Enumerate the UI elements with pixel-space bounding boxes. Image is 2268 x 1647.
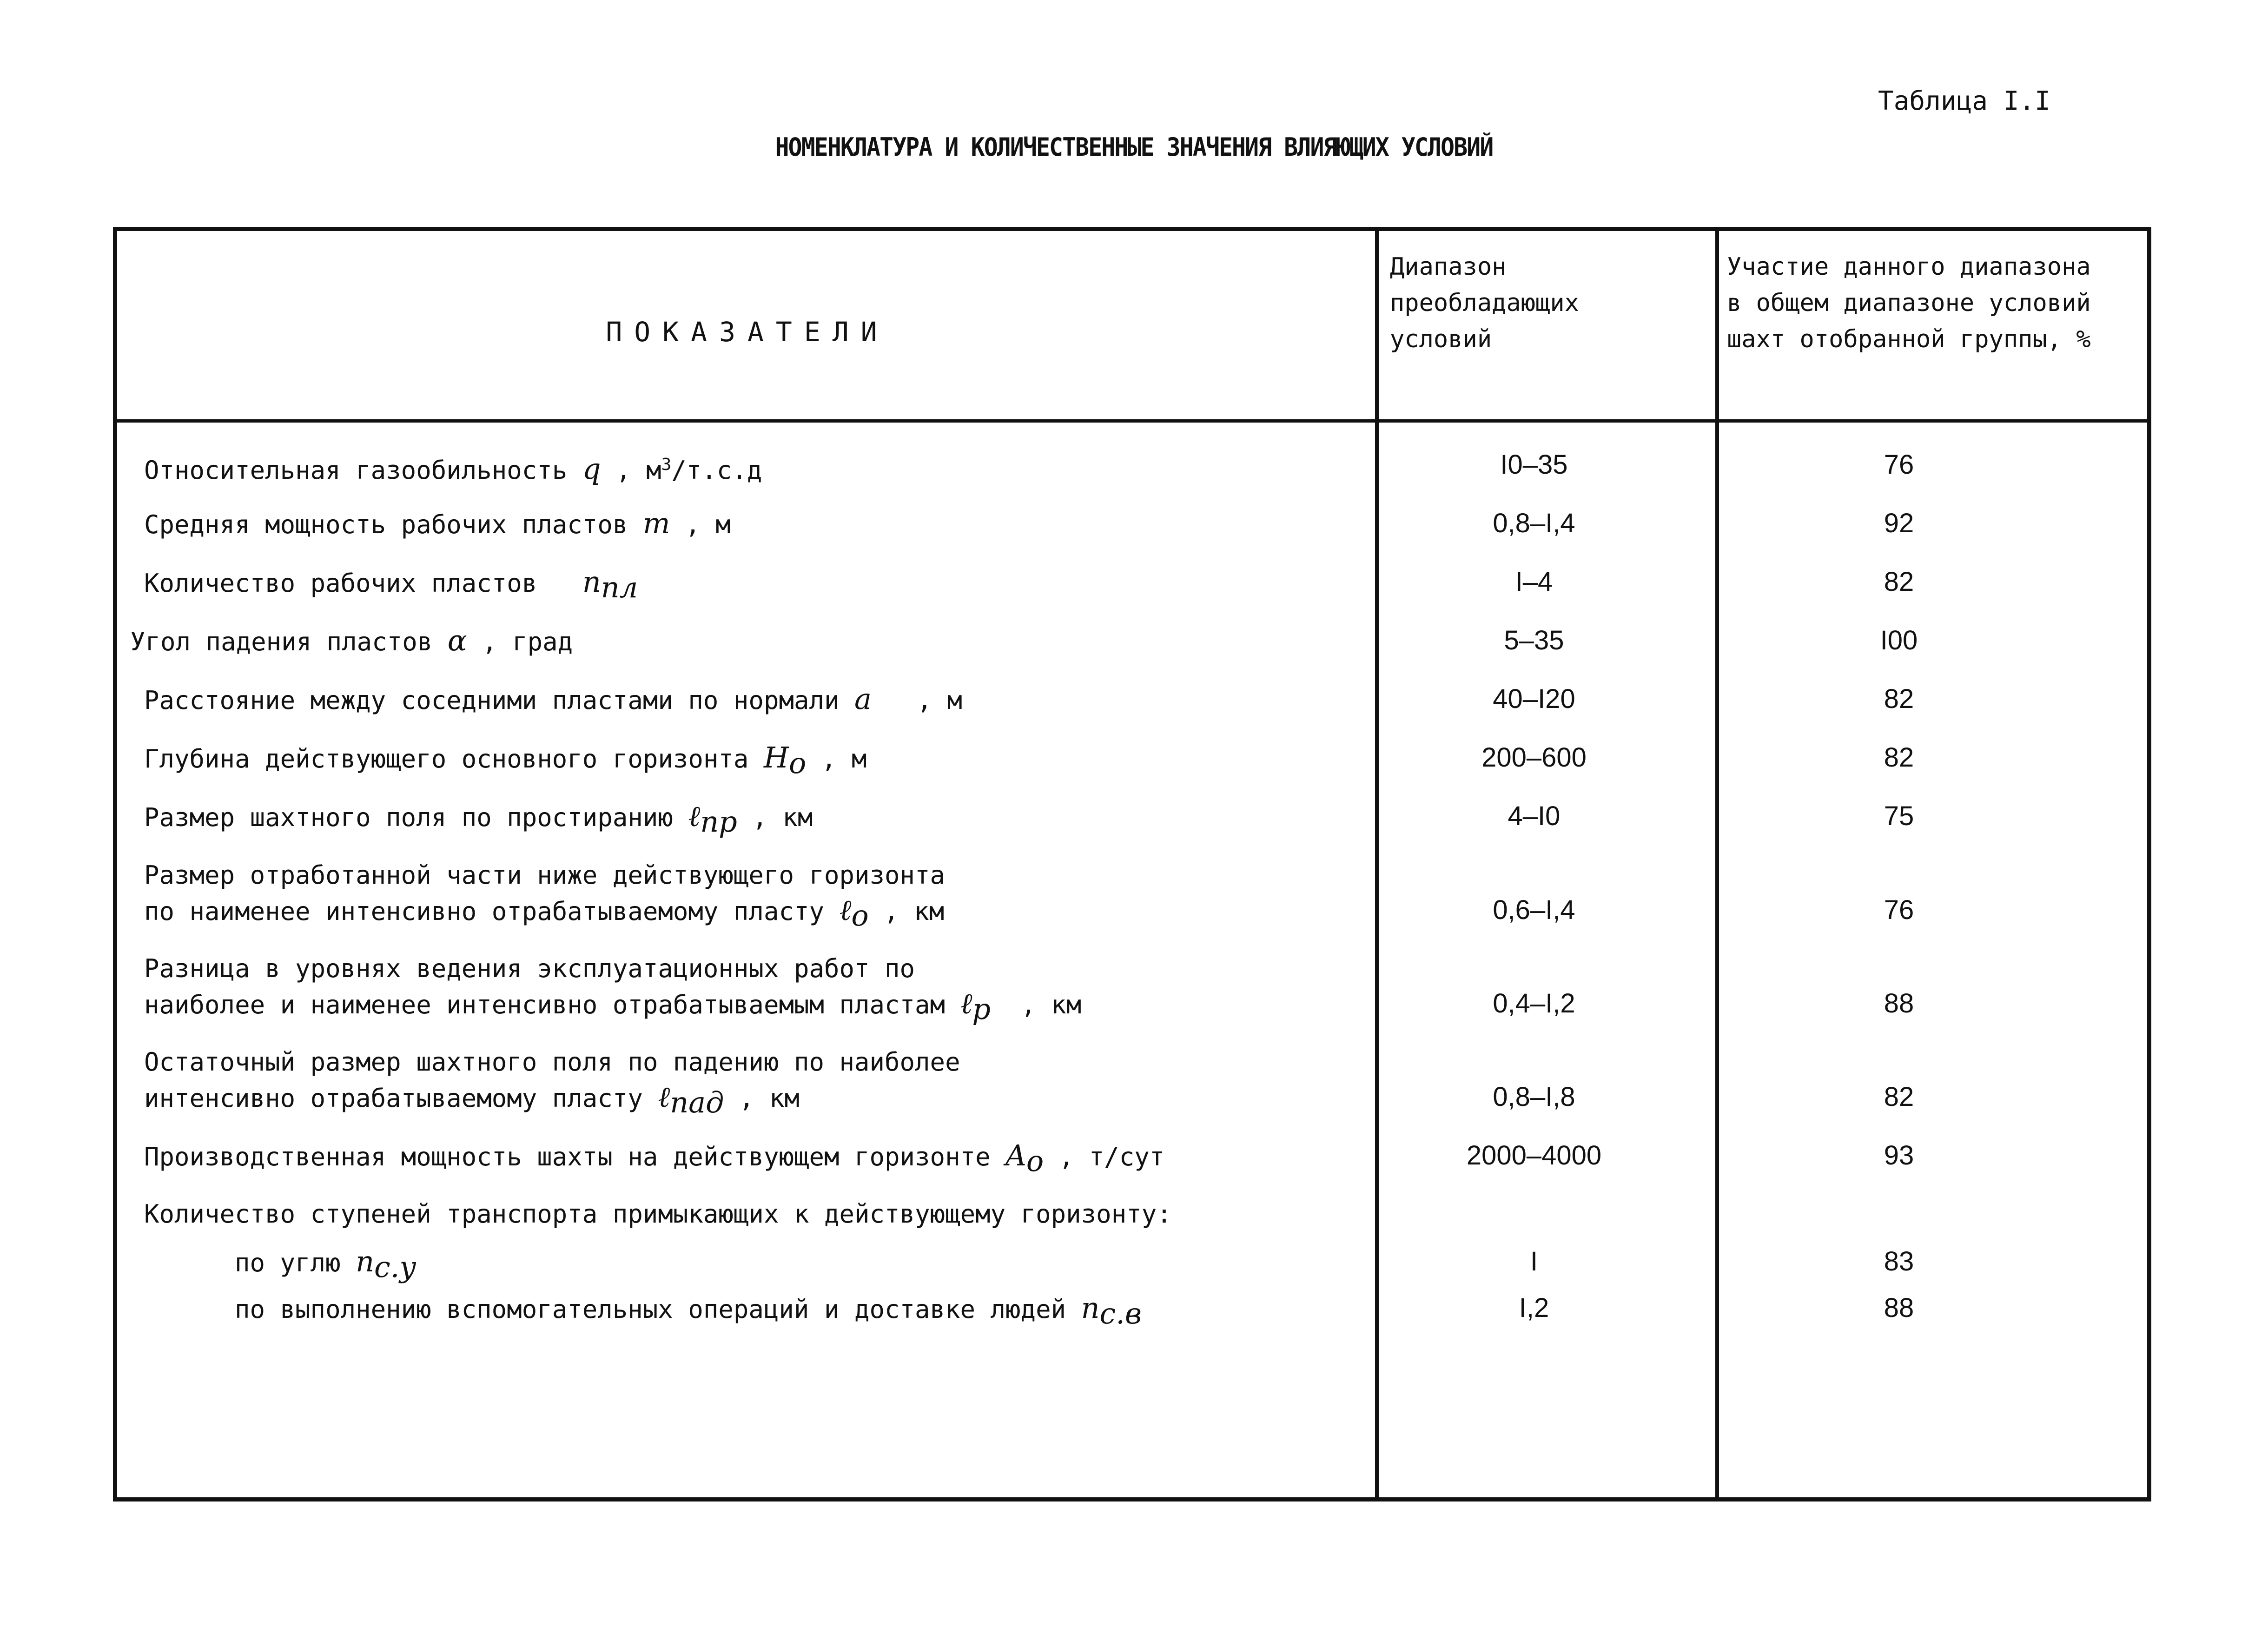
row-label-residual-size: Остаточный размер шахтного поля по падению по наиболее интенсивно отрабатываемому пласту ℓ$_{пад}$ , км [144, 1047, 960, 1119]
row-range-level-difference: 0,4–I,2 [1493, 988, 1575, 1019]
row-label-transport-aux: по выполнению вспомогательных операций и доставке людей $n_{с.в}$ [235, 1291, 1142, 1330]
row-share-residual-size: 82 [1884, 1082, 1914, 1112]
table-number: Таблица I.I [1878, 86, 2050, 116]
header-share: Участие данного диапазона в общем диапазоне условий шахт отобранной группы, % [1727, 253, 2091, 353]
row-range-depth: 200–600 [1481, 742, 1587, 773]
row-label-transport-coal: по углю $n_{с.у}$ [235, 1244, 417, 1284]
row-label-thickness: Средняя мощность рабочих пластов m , м [144, 506, 731, 540]
row-share-mined-part: 76 [1884, 895, 1914, 925]
row-range-strike-size: 4–I0 [1508, 801, 1560, 831]
row-share-gas: 76 [1884, 450, 1914, 480]
row-share-seam-count: 82 [1884, 567, 1914, 597]
row-range-transport-aux: I,2 [1519, 1293, 1549, 1323]
row-share-seam-distance: 82 [1884, 684, 1914, 714]
header-range: Диапазон преобладающих условий [1390, 253, 1579, 353]
row-range-seam-distance: 40–I20 [1493, 684, 1575, 714]
transport-heading: Количество ступеней транспорта примыкающих к действующему горизонту: [144, 1199, 1172, 1229]
row-label-seam-count: Количество рабочих пластов $n_{пл}$ [144, 565, 638, 604]
row-range-transport-coal: I [1530, 1246, 1538, 1277]
row-label-mined-part: Размер отработанной части ниже действующего горизонта по наименее интенсивно отрабатываемому пласту ℓ$_o$ , км [144, 860, 946, 933]
row-range-mined-part: 0,6–I,4 [1493, 895, 1575, 925]
row-label-capacity: Производственная мощность шахты на действующем горизонте $A_o$ , т/сут [144, 1138, 1165, 1178]
header-indicators: ПОКАЗАТЕЛИ [606, 316, 889, 348]
document-title: НОМЕНКЛАТУРА И КОЛИЧЕСТВЕННЫЕ ЗНАЧЕНИЯ ВЛИЯЮЩИХ УСЛОВИЙ [775, 132, 1493, 162]
row-label-seam-distance: Расстояние между соседними пластами по нормали a , м [144, 682, 963, 716]
row-share-strike-size: 75 [1884, 801, 1914, 831]
row-share-depth: 82 [1884, 742, 1914, 773]
row-label-depth: Глубина действующего основного горизонта $H_o$ , м [144, 741, 867, 780]
row-range-thickness: 0,8–I,4 [1493, 508, 1575, 538]
row-range-gas: I0–35 [1500, 450, 1568, 480]
row-range-capacity: 2000–4000 [1466, 1140, 1602, 1171]
row-label-strike-size: Размер шахтного поля по простиранию ℓ$_{пр}$ , км [144, 799, 813, 839]
row-label-level-difference: Разница в уровнях ведения эксплуатационных работ по наиболее и наименее интенсивно отрабатываемым пластам ℓ$_р$ , км [144, 954, 1082, 1026]
row-label-gas: Относительная газообильность q , $м^3/т.с.д$ [144, 452, 762, 486]
row-range-seam-count: I–4 [1515, 567, 1553, 597]
row-range-dip-angle: 5–35 [1504, 625, 1564, 655]
row-range-residual-size: 0,8–I,8 [1493, 1082, 1575, 1112]
row-share-thickness: 92 [1884, 508, 1914, 538]
row-share-dip-angle: I00 [1880, 625, 1918, 655]
row-share-capacity: 93 [1884, 1140, 1914, 1171]
row-share-transport-coal: 83 [1884, 1246, 1914, 1277]
column-divider-2 [1715, 227, 1719, 1501]
header-divider [113, 419, 2151, 423]
row-label-dip-angle: Угол падения пластов α , град [130, 623, 573, 657]
row-share-level-difference: 88 [1884, 988, 1914, 1019]
row-share-transport-aux: 88 [1884, 1293, 1914, 1323]
